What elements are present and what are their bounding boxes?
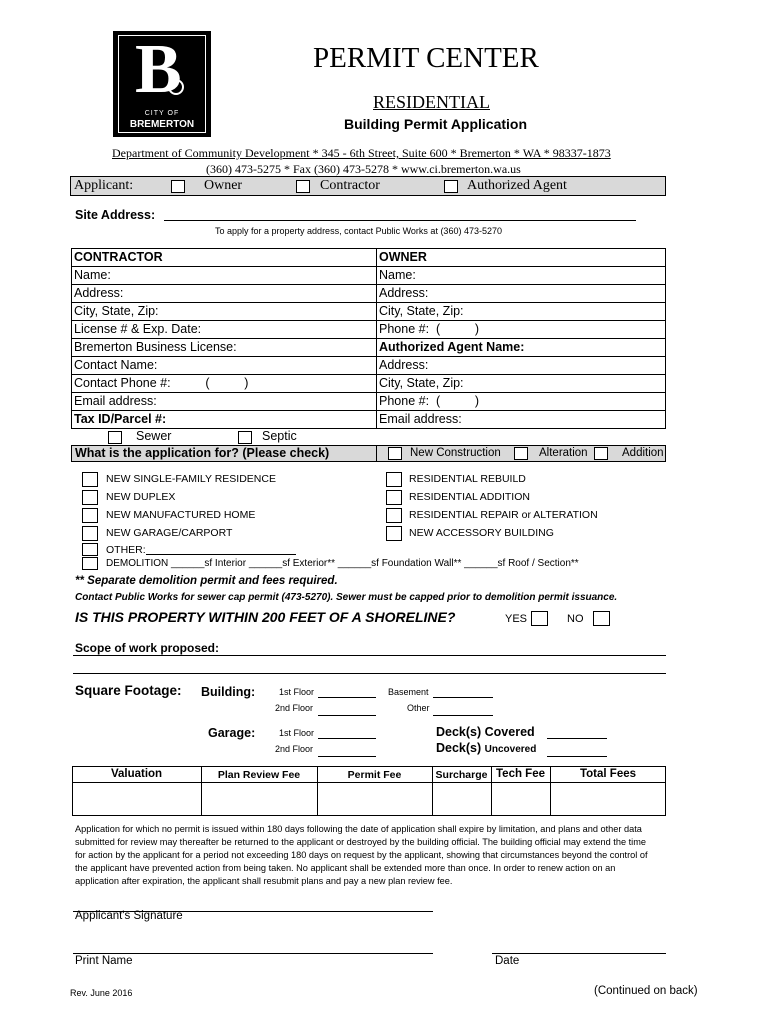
- plan-review-field[interactable]: [202, 783, 316, 815]
- contractor-license-field[interactable]: License # & Exp. Date:: [74, 322, 202, 336]
- decks-covered-label: Deck(s) Covered: [436, 725, 535, 739]
- shoreline-question: IS THIS PROPERTY WITHIN 200 FEET OF A SHORELINE?: [75, 609, 456, 625]
- basement-label: Basement: [388, 687, 429, 697]
- rebuild-checkbox[interactable]: [386, 472, 402, 487]
- owner-address-field[interactable]: Address:: [379, 286, 429, 300]
- shoreline-yes-label: YES: [505, 613, 528, 625]
- repair-alteration-label: RESIDENTIAL REPAIR or ALTERATION: [409, 509, 598, 521]
- addition-label: Addition: [622, 447, 664, 459]
- page-title: PERMIT CENTER: [313, 42, 539, 74]
- garage-carport-label: NEW GARAGE/CARPORT: [106, 527, 233, 539]
- single-family-checkbox[interactable]: [82, 472, 98, 487]
- shoreline-no-checkbox[interactable]: [593, 611, 610, 626]
- accessory-building-checkbox[interactable]: [386, 526, 402, 541]
- form-name: Building Permit Application: [344, 116, 528, 132]
- shoreline-yes-checkbox[interactable]: [531, 611, 548, 626]
- logo-name: BREMERTON: [129, 119, 195, 130]
- permit-fee-header: Permit Fee: [347, 769, 402, 781]
- scope-label: Scope of work proposed:: [75, 641, 220, 655]
- disclaimer-line: application after expiration, the applicant shall resubmit plans and pay a new plan review fee.: [75, 876, 453, 886]
- date-field[interactable]: [492, 953, 666, 954]
- print-name-label: Print Name: [75, 955, 133, 967]
- demolition-label: DEMOLITION ______sf Interior ______sf Exterior** ______sf Foundation Wall** ______sf Roof / Section**: [106, 558, 579, 569]
- decks-uncovered-label: [436, 741, 536, 755]
- garage-second-field[interactable]: [318, 756, 376, 757]
- plan-review-header: Plan Review Fee: [217, 769, 301, 781]
- new-construction-label: New Construction: [410, 447, 501, 459]
- agent-phone-field[interactable]: Phone #: ( ): [379, 394, 480, 408]
- site-address-note: To apply for a property address, contact Public Works at (360) 473-5270: [215, 226, 502, 236]
- bar-divider: [376, 446, 377, 462]
- application-bar: [71, 445, 666, 462]
- res-addition-label: RESIDENTIAL ADDITION: [409, 491, 530, 503]
- septic-checkbox[interactable]: [238, 431, 252, 444]
- disclaimer-line: for action by the applicant for a period not exceeding 180 days on request by the applicant, showing that circumstances beyond the control of: [75, 850, 648, 860]
- print-name-field[interactable]: [73, 953, 433, 954]
- city-logo: [113, 31, 211, 137]
- permit-fee-field[interactable]: [318, 783, 431, 815]
- owner-checkbox[interactable]: [171, 180, 185, 193]
- basement-field[interactable]: [433, 697, 493, 698]
- valuation-field[interactable]: [73, 783, 200, 815]
- garage-first-label: 1st Floor: [279, 728, 315, 738]
- agent-checkbox[interactable]: [444, 180, 458, 193]
- disclaimer: [75, 823, 666, 888]
- second-floor-field[interactable]: [318, 715, 376, 716]
- duplex-checkbox[interactable]: [82, 490, 98, 505]
- other-sf-field[interactable]: [433, 715, 493, 716]
- repair-alteration-checkbox[interactable]: [386, 508, 402, 523]
- applicant-label: Applicant:: [74, 178, 134, 193]
- owner-option: Owner: [204, 178, 243, 193]
- owner-phone-field[interactable]: Phone #: ( ): [379, 322, 480, 336]
- garage-second-label: 2nd Floor: [275, 744, 314, 754]
- single-family-label: NEW SINGLE-FAMILY RESIDENCE: [106, 473, 276, 485]
- surcharge-header: Surcharge: [435, 769, 488, 781]
- sewer-label: Sewer: [136, 429, 172, 443]
- surcharge-field[interactable]: [433, 783, 490, 815]
- square-footage-label: Square Footage:: [75, 683, 182, 698]
- revision-date: Rev. June 2016: [70, 988, 133, 998]
- contractor-contact-name-field[interactable]: Contact Name:: [74, 358, 158, 372]
- decks-uncovered-label-a: Deck(s): [436, 741, 482, 755]
- new-construction-checkbox[interactable]: [388, 447, 402, 460]
- shoreline-no-label: NO: [567, 613, 584, 625]
- contractor-phone-field[interactable]: Contact Phone #: ( ): [74, 376, 249, 390]
- garage-carport-checkbox[interactable]: [82, 526, 98, 541]
- owner-heading: OWNER: [379, 250, 427, 264]
- garage-label: Garage:: [208, 726, 256, 740]
- septic-label: Septic: [262, 429, 297, 443]
- other-sf-label: Other: [407, 703, 430, 713]
- accessory-building-label: NEW ACCESSORY BUILDING: [409, 527, 554, 539]
- agent-heading: Authorized Agent Name:: [379, 340, 525, 354]
- building-label: Building:: [201, 685, 256, 699]
- alteration-label: Alteration: [539, 447, 588, 459]
- signature-label: Applicant's Signature: [75, 910, 183, 922]
- res-addition-checkbox[interactable]: [386, 490, 402, 505]
- valuation-header: Valuation: [110, 768, 163, 780]
- other-field[interactable]: [146, 554, 296, 555]
- tech-fee-header: Tech Fee: [496, 768, 545, 780]
- disclaimer-line: Application for which no permit is issued within 180 days following the date of application shall expire by limitation, and plans and other data: [75, 824, 642, 834]
- alteration-checkbox[interactable]: [514, 447, 528, 460]
- tax-parcel-field[interactable]: Tax ID/Parcel #:: [74, 412, 167, 426]
- first-floor-field[interactable]: [318, 697, 376, 698]
- agent-address-field[interactable]: Address:: [379, 358, 429, 372]
- contractor-business-license-field[interactable]: Bremerton Business License:: [74, 340, 237, 354]
- garage-first-field[interactable]: [318, 738, 376, 739]
- agent-option: Authorized Agent: [467, 178, 567, 193]
- addition-checkbox[interactable]: [594, 447, 608, 460]
- contractor-checkbox[interactable]: [296, 180, 310, 193]
- rebuild-label: RESIDENTIAL REBUILD: [409, 473, 526, 485]
- disclaimer-line: the applicant have prevented action from being taken. No applicant shall be extended more than once. In order to renew action on an: [75, 863, 616, 873]
- page-subtitle: RESIDENTIAL: [373, 92, 490, 112]
- department-contact: (360) 473-5275 * Fax (360) 473-5278 * www.ci.bremerton.wa.us: [206, 162, 521, 176]
- contractor-option: Contractor: [320, 178, 380, 193]
- continued-note: (Continued on back): [594, 985, 698, 997]
- disclaimer-line: submitted for review may thereafter be returned to the applicant or destroyed by the building official. The building official may extend the time: [75, 837, 646, 847]
- decks-uncovered-label-b: Uncovered: [484, 744, 537, 755]
- duplex-label: NEW DUPLEX: [106, 491, 176, 503]
- second-floor-label: 2nd Floor: [275, 703, 314, 713]
- demolition-note: ** Separate demolition permit and fees required.: [75, 575, 338, 587]
- total-fees-header: Total Fees: [579, 768, 637, 780]
- agent-city-field[interactable]: City, State, Zip:: [379, 376, 464, 390]
- logo-city-of: CITY OF: [144, 110, 180, 117]
- owner-name-field[interactable]: Name:: [379, 268, 416, 282]
- contractor-address-field[interactable]: Address:: [74, 286, 124, 300]
- first-floor-label: 1st Floor: [279, 687, 315, 697]
- other-label: OTHER:: [106, 544, 146, 556]
- decks-covered-field[interactable]: [547, 738, 607, 739]
- contractor-heading: CONTRACTOR: [74, 250, 163, 264]
- scope-field-2[interactable]: [73, 673, 666, 674]
- contractor-name-field[interactable]: Name:: [74, 268, 111, 282]
- contractor-email-field[interactable]: Email address:: [74, 394, 157, 408]
- scope-field-1[interactable]: [73, 655, 666, 656]
- sewer-checkbox[interactable]: [108, 431, 122, 444]
- contractor-city-field[interactable]: City, State, Zip:: [74, 304, 159, 318]
- other-checkbox[interactable]: [82, 543, 98, 556]
- tech-fee-field[interactable]: [492, 783, 549, 815]
- helm-icon: [168, 79, 184, 95]
- application-question: What is the application for? (Please check): [75, 446, 330, 460]
- logo-letter: B: [135, 31, 182, 108]
- owner-city-field[interactable]: City, State, Zip:: [379, 304, 464, 318]
- demolition-checkbox[interactable]: [82, 557, 98, 570]
- total-fees-field[interactable]: [551, 783, 665, 815]
- date-label: Date: [495, 955, 520, 967]
- agent-email-field[interactable]: Email address:: [379, 412, 462, 426]
- decks-uncovered-field[interactable]: [547, 756, 607, 757]
- sewer-cap-note: Contact Public Works for sewer cap permit (473-5270). Sewer must be capped prior to demolition permit issuance.: [75, 592, 618, 603]
- manufactured-home-checkbox[interactable]: [82, 508, 98, 523]
- manufactured-home-label: NEW MANUFACTURED HOME: [106, 509, 256, 521]
- site-address-field[interactable]: [164, 220, 636, 221]
- department-address: Department of Community Development * 345 - 6th Street, Suite 600 * Bremerton * WA * 98337-1873: [112, 146, 611, 160]
- site-address-label: Site Address:: [75, 208, 156, 222]
